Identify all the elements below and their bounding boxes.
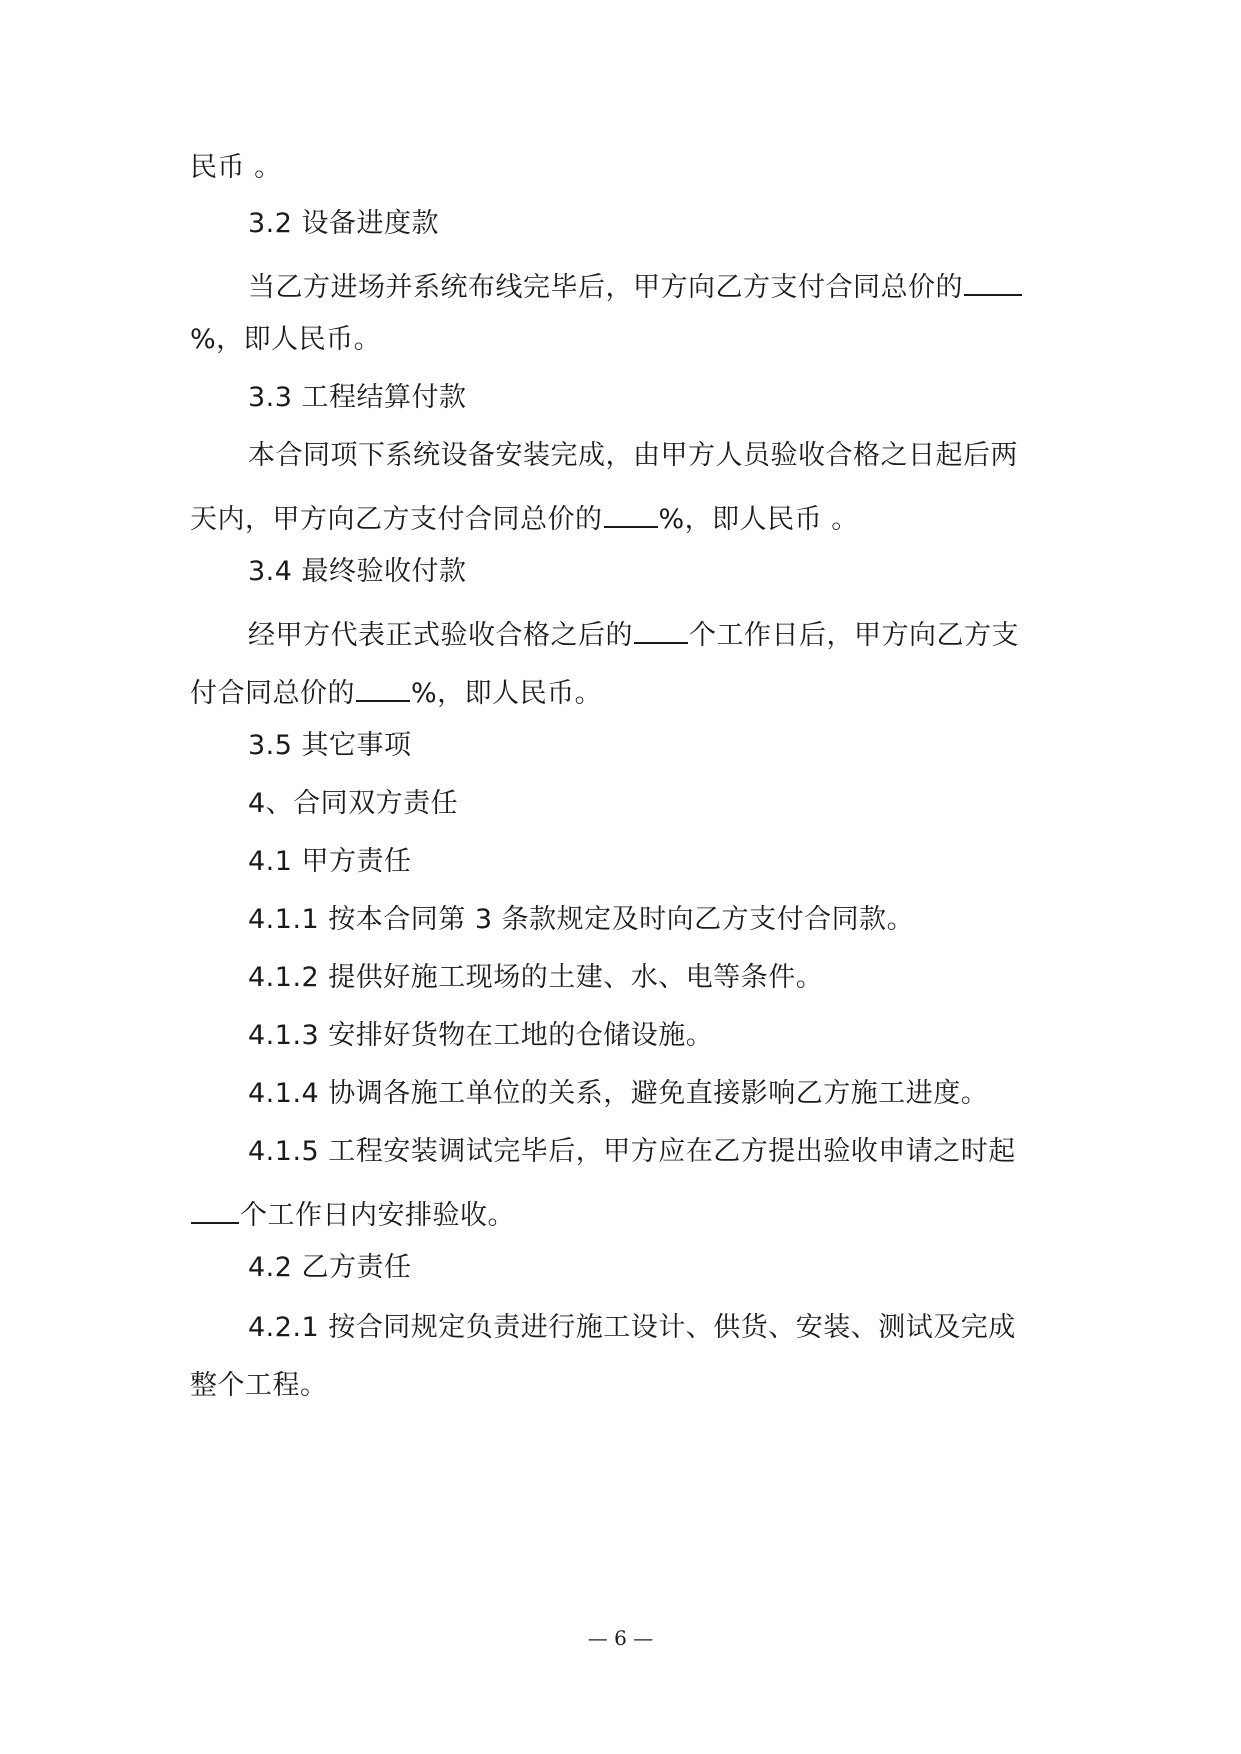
clause-4-1-5	[248, 1134, 1070, 1170]
line-text: 4.1.5 工程安装调试完毕后，甲方应在乙方提出验收申请之时起	[248, 1136, 1016, 1167]
line-text: 4.1.4 协调各施工单位的关系，避免直接影响乙方施工进度。	[248, 1078, 989, 1109]
paragraph-line	[190, 670, 1070, 712]
line-text: 4.1.1 按本合同第 3 条款规定及时向乙方支付合同款。	[248, 904, 915, 935]
line-text: %，即人民币 。	[658, 504, 859, 535]
section-heading-4-1	[248, 844, 1070, 880]
section-heading-4-2	[248, 1250, 1070, 1286]
fill-in-blank[interactable]	[191, 1192, 239, 1224]
paragraph-line	[190, 1368, 1070, 1404]
fill-in-blank[interactable]	[356, 670, 410, 702]
section-heading-3-5	[248, 728, 1070, 764]
line-text: 经甲方代表正式验收合格之后的	[248, 620, 633, 651]
line-text: 整个工程。	[190, 1370, 328, 1401]
line-text: 3.3 工程结算付款	[248, 382, 467, 413]
paragraph-line	[248, 612, 1070, 654]
line-text: %，即人民币。	[190, 324, 382, 355]
paragraph-line	[190, 322, 1070, 358]
section-heading-3-2	[248, 206, 1070, 242]
line-text: 本合同项下系统设备安装完成，由甲方人员验收合格之日起后两	[248, 440, 1018, 471]
paragraph-line	[190, 496, 1070, 538]
paragraph-line	[248, 264, 1070, 306]
line-text: 4.2 乙方责任	[248, 1252, 412, 1283]
clause-4-1-4	[248, 1076, 1070, 1112]
line-text: 4.1 甲方责任	[248, 846, 412, 877]
paragraph-line	[190, 150, 1070, 186]
section-heading-4	[248, 786, 1070, 822]
paragraph-line	[248, 438, 1070, 474]
line-text: 个工作日后，甲方向乙方支	[689, 620, 1019, 651]
fill-in-blank[interactable]	[604, 496, 658, 528]
line-text: 4.2.1 按合同规定负责进行施工设计、供货、安装、测试及完成	[248, 1312, 1016, 1343]
line-text: 4.1.2 提供好施工现场的土建、水、电等条件。	[248, 962, 824, 993]
section-heading-3-3	[248, 380, 1070, 416]
line-text: 民币 。	[190, 152, 282, 183]
fill-in-blank[interactable]	[964, 264, 1022, 296]
clause-4-1-1	[248, 902, 1070, 938]
line-text: 3.4 最终验收付款	[248, 556, 467, 587]
fill-in-blank[interactable]	[634, 612, 688, 644]
clause-4-1-2	[248, 960, 1070, 996]
section-heading-3-4	[248, 554, 1070, 590]
clause-4-2-1	[248, 1310, 1070, 1346]
line-text: 3.2 设备进度款	[248, 208, 440, 239]
line-text: %，即人民币。	[411, 678, 603, 709]
line-text: 付合同总价的	[190, 678, 355, 709]
line-text: 4.1.3 安排好货物在工地的仓储设施。	[248, 1020, 714, 1051]
line-text: 当乙方进场并系统布线完毕后，甲方向乙方支付合同总价的	[248, 272, 963, 303]
paragraph-line	[190, 1192, 1070, 1234]
clause-4-1-3	[248, 1018, 1070, 1054]
line-text: 天内，甲方向乙方支付合同总价的	[190, 504, 603, 535]
line-text: 3.5 其它事项	[248, 730, 412, 761]
line-text: 4、合同双方责任	[248, 788, 459, 819]
page-number: — 6 —	[587, 1626, 654, 1650]
line-text: 个工作日内安排验收。	[240, 1200, 515, 1231]
